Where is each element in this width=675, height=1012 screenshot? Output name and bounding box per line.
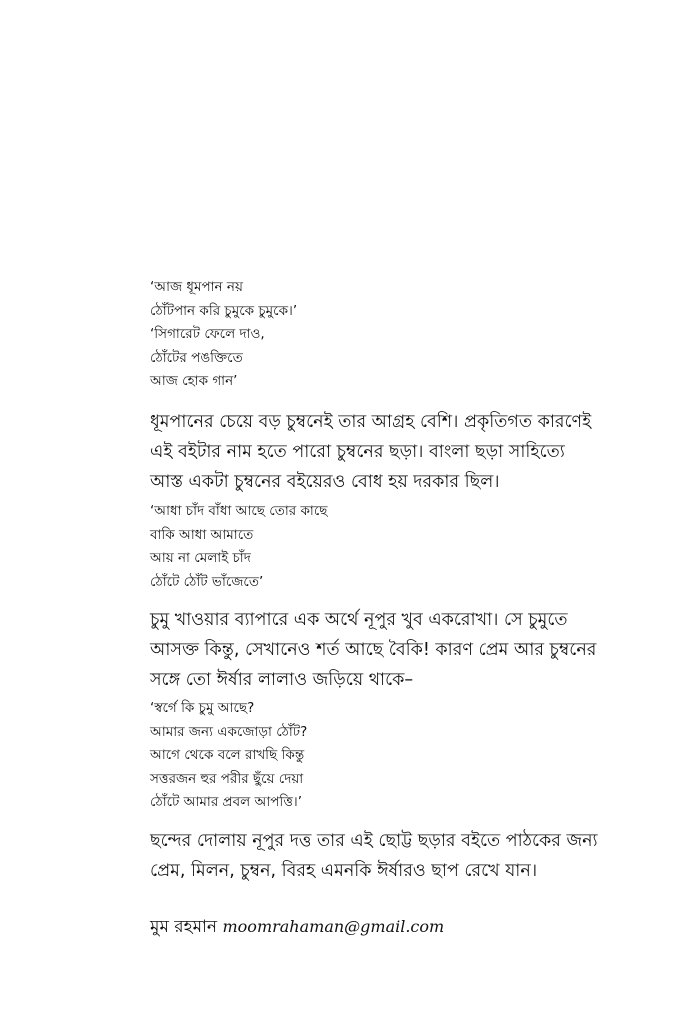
author-email: moomrahaman@gmail.com bbox=[222, 917, 445, 936]
verse-line: ঠোঁটে আমার প্রবল আপত্তি।’ bbox=[150, 794, 303, 810]
prose-line: এই বইটার নাম হতে পারো চুম্বনের ছড়া। বাংলা ছড়া সাহিত্যে bbox=[150, 442, 565, 462]
prose-line: চুমু খাওয়ার ব্যাপারে এক অর্থে নূপুর খুব একরোখা। সে চুমুতে bbox=[150, 610, 568, 630]
paragraph-stubborn bbox=[150, 605, 600, 695]
verse-line: ঠোঁটের পঙক্তিতে bbox=[150, 349, 243, 366]
prose-line: সঙ্গে তো ঈর্ষার লালাও জড়িয়ে থাকে– bbox=[150, 670, 414, 690]
prose-line: ছন্দের দোলায় নূপুর দত্ত তার এই ছোট্ট ছড়ার বইতে পাঠকের জন্য bbox=[150, 831, 598, 851]
signature bbox=[150, 914, 444, 942]
verse-line: বাকি আধা আমাতে bbox=[150, 526, 254, 543]
verse-line: আমার জন্য একজোড়া ঠোঁট? bbox=[150, 723, 308, 740]
prose-line: ধূমপানের চেয়ে বড় চুম্বনেই তার আগ্রহ বেশি। প্রকৃতিগত কারণেই bbox=[150, 412, 592, 432]
paragraph-intro bbox=[150, 407, 600, 497]
verse-moon bbox=[150, 500, 327, 594]
verse-line: সত্তরজন হুর পরীর ছুঁয়ে দেয়া bbox=[150, 770, 304, 787]
verse-line: আয় না মেলাই চাঁদ bbox=[150, 550, 251, 566]
paragraph-closing bbox=[150, 826, 600, 886]
verse-line: ‘স্বর্গে কি চুমু আছে? bbox=[150, 700, 255, 716]
verse-line: আজ হোক গান’ bbox=[150, 373, 238, 389]
prose-line: আসক্ত কিন্তু, সেখানেও শর্ত আছে বৈকি! কারণ প্রেম আর চুম্বনের bbox=[150, 640, 597, 660]
verse-line: আগে থেকে বলে রাখছি কিন্তু bbox=[150, 747, 305, 763]
verse-line: ‘সিগারেট ফেলে দাও, bbox=[150, 326, 265, 342]
verse-line: ঠোঁটপান করি চুমুকে চুমুকে।’ bbox=[150, 302, 298, 319]
prose-line: প্রেম, মিলন, চুম্বন, বিরহ এমনকি ঈর্ষারও ছাপ রেখে যান। bbox=[150, 861, 538, 881]
author-name: মুম রহমান bbox=[150, 917, 218, 937]
verse-line: ‘আজ ধূমপান নয় bbox=[150, 279, 243, 295]
verse-line: ‘আধা চাঁদ বাঁধা আছে তোর কাছে bbox=[150, 503, 328, 519]
verse-smoking bbox=[150, 276, 297, 394]
verse-heaven bbox=[150, 697, 307, 815]
verse-line: ঠোঁটে ঠোঁট ভাঁজেতে’ bbox=[150, 573, 264, 590]
prose-line: আস্ত একটা চুম্বনের বইয়েরও বোধ হয় দরকার ছিল। bbox=[150, 472, 500, 492]
